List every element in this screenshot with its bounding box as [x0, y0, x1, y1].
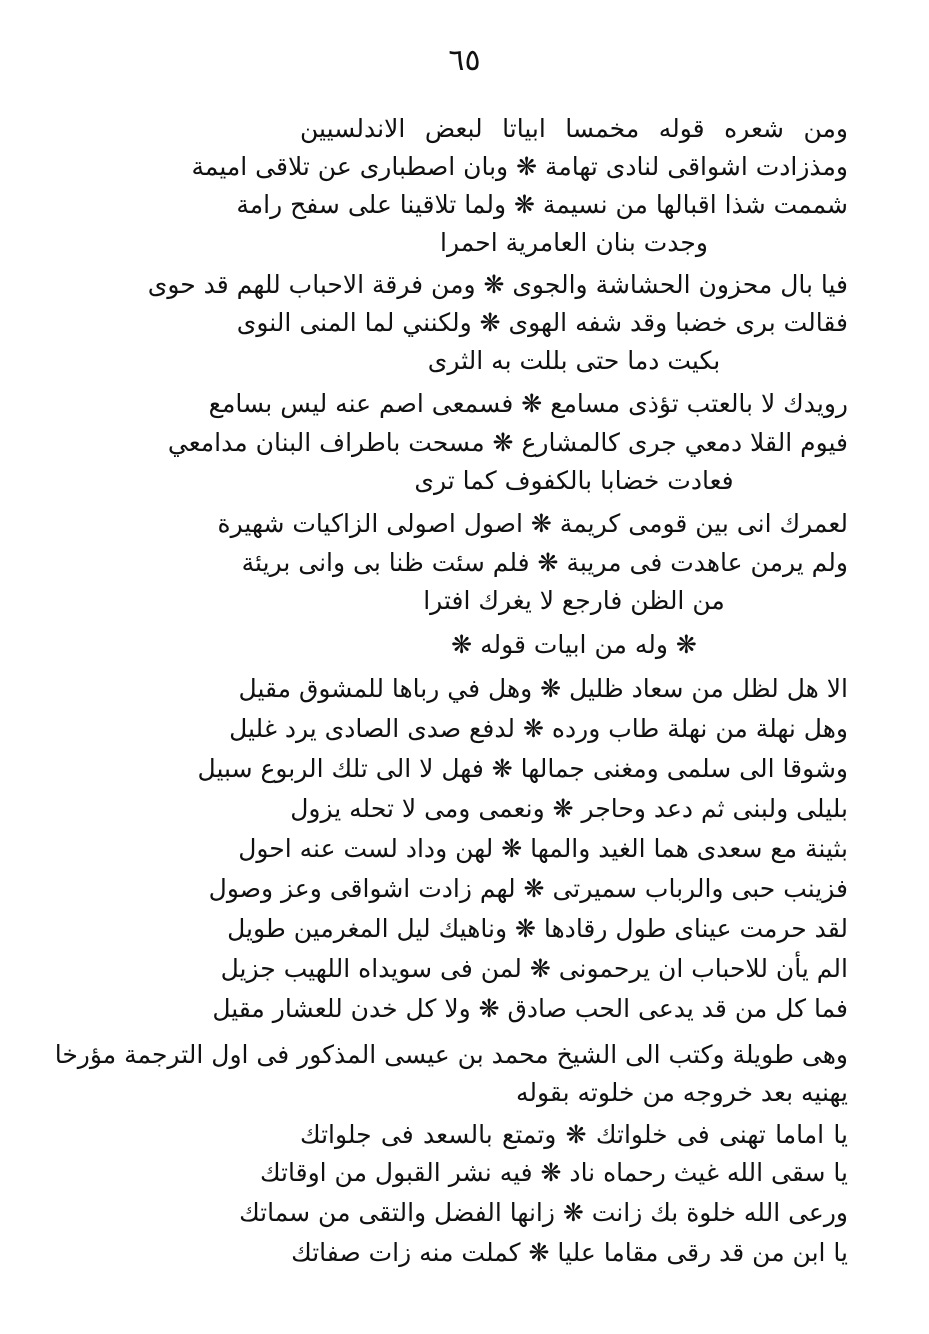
- verse-line: شممت شذا اقبالها من نسيمة ❋ ولما تلاقينا على سفح رامة: [236, 190, 848, 219]
- verse-line: لقد حرمت عيناى طول رقادها ❋ وناهيك ليل المغرمين طويل: [227, 914, 848, 943]
- verse-line: يا اماما تهنى فى خلواتك ❋ وتمتع بالسعد فى جلواتك: [300, 1120, 848, 1149]
- verse-line: لعمرك انی بین قومی کریمة ❋ اصول اصولی الزاکیات شهیرة: [217, 509, 848, 538]
- text-line: وجدت بنان العامرية احمرا: [440, 228, 708, 257]
- verse-line: وشوقا الى سلمى ومغنى جمالها ❋ فهل لا الى تلك الربوع سبيل: [197, 754, 848, 783]
- verse-line: الا هل لظل من سعاد ظليل ❋ وهل في رباها للمشوق مقيل: [238, 674, 848, 703]
- verse-line: ومذزادت اشواقی لنادی تهامة ❋ وبان اصطباری عن تلاقی امیمة: [191, 152, 848, 181]
- verse-line: يا ابن من قد رقى مقاما عليا ❋ كملت منه زات صفاتك: [291, 1238, 848, 1267]
- verse-line: فزينب حبى والرباب سميرتى ❋ لهم زادت اشواقى وعز وصول: [208, 874, 848, 903]
- verse-line: فقالت برى خضبا وقد شفه الهوى ❋ ولكنني لما المنى النوى: [236, 308, 848, 337]
- verse-line: فما كل من قد يدعى الحب صادق ❋ ولا كل خدن للعشار مقيل: [212, 994, 848, 1023]
- text-line: يهنيه بعد خروجه من خلوته بقوله: [516, 1078, 848, 1107]
- verse-line: رويدك لا بالعتب تؤذی مسامع ❋ فسمعی اصم عنه لیس بسامع: [208, 389, 848, 418]
- verse-line: ولم يرمن عاهدت فى مريبة ❋ فلم سئت ظنا بى وانى بريئة: [241, 548, 848, 577]
- verse-line: ورعى الله خلوة بك زانت ❋ زانها الفضل والتقى من سماتك: [239, 1198, 848, 1227]
- verse-line: بليلى ولبنى ثم دعد وحاجر ❋ ونعمى ومى لا تحله يزول: [290, 794, 848, 823]
- verse-line: بثينة مع سعدى هما الغيد والمها ❋ لهن وداد لست عنه احول: [238, 834, 848, 863]
- verse-line: فيا بال محزون الحشاشة والجوى ❋ ومن فرقة الاحباب للهم قد حوى: [147, 270, 848, 299]
- text-line: ❋ وله من ابيات قوله ❋: [451, 630, 697, 659]
- text-line: فعادت خضابا بالكفوف كما ترى: [414, 466, 734, 495]
- verse-line: فيوم القلا دمعي جرى كالمشارع ❋ مسحت باطراف البنان مدامعي: [167, 428, 848, 457]
- verse-line: يا سقى الله غيث رحماه ناد ❋ فيه نشر القبول من اوقاتك: [259, 1158, 848, 1187]
- page-number: ٦٥: [448, 43, 481, 78]
- text-line: من الظن فارجع لا يغرك افترا: [423, 586, 725, 615]
- text-line: ومن شعره قوله مخمسا ابياتا لبعض الاندلسيين: [300, 114, 848, 143]
- text-line: بكيت دما حتى بللت به الثرى: [427, 346, 721, 375]
- verse-line: الم يأن للاحباب ان يرحمونى ❋ لمن فى سويداه اللهيب جزيل: [220, 954, 848, 983]
- verse-line: وهل نهلة من نهلة طاب ورده ❋ لدفع صدى الصادى يرد غليل: [229, 714, 848, 743]
- text-line: وهى طويلة وكتب الى الشيخ محمد بن عيسى المذكور فى اول الترجمة مؤرخا: [54, 1040, 848, 1069]
